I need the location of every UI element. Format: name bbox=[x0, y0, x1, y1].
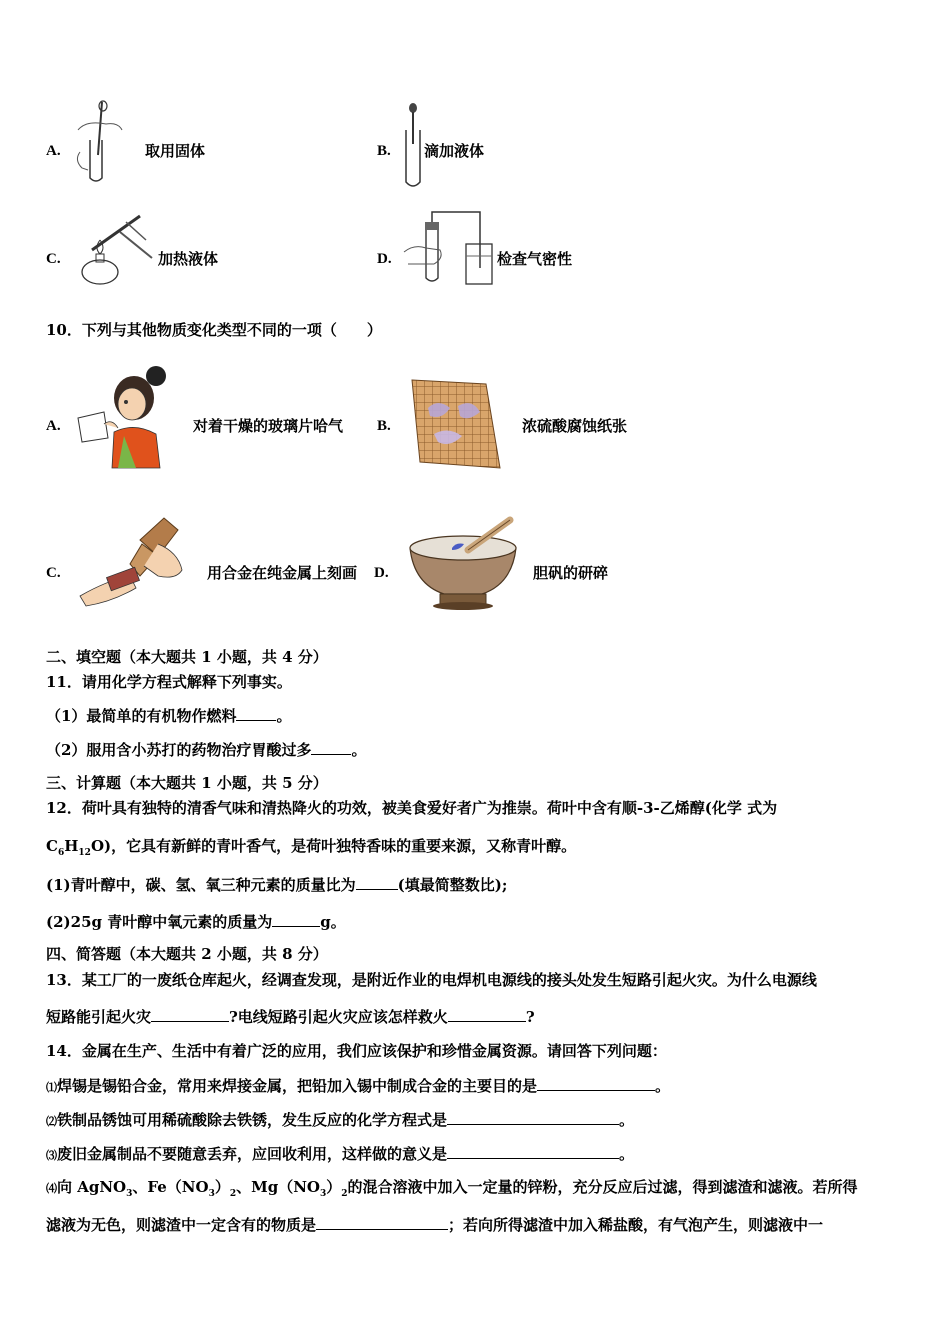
question-11-part-1 bbox=[46, 705, 291, 726]
formula-subscript: 6 bbox=[57, 848, 65, 858]
answer-blank[interactable] bbox=[316, 1214, 448, 1230]
question-text-end: 。 bbox=[619, 1145, 635, 1163]
answer-blank[interactable] bbox=[356, 874, 398, 890]
question-14-part-4-line-2 bbox=[46, 1214, 823, 1235]
question-14-stem: 14．金属在生产、生活中有着广泛的应用，我们应该保护和珍惜金属资源。请回答下列问题： bbox=[46, 1042, 667, 1060]
formula-subscript: 3 bbox=[319, 1189, 327, 1199]
question-text: （1）最简单的有机物作燃料 bbox=[46, 707, 237, 725]
question-12-part-1 bbox=[46, 874, 507, 895]
answer-blank[interactable] bbox=[448, 1006, 526, 1022]
question-11-stem: 11．请用化学方程式解释下列事实。 bbox=[46, 673, 292, 691]
question-14-part-1 bbox=[46, 1075, 670, 1098]
formula-part: O) bbox=[90, 837, 112, 855]
formula-subscript: 2 bbox=[341, 1189, 348, 1199]
part-number: ⑷ bbox=[46, 1182, 57, 1195]
option-letter: A. bbox=[46, 418, 61, 434]
question-11-part-2 bbox=[46, 739, 366, 760]
option-text: 检查气密性 bbox=[497, 250, 573, 268]
question-14-part-2 bbox=[46, 1109, 634, 1132]
question-text-end: 。 bbox=[619, 1111, 635, 1129]
question-14-part-4-line-1 bbox=[46, 1177, 858, 1204]
question-text: 的混合溶液中加入一定量的锌粉，充分反应后过滤，得到滤渣和滤液。若所得 bbox=[347, 1178, 858, 1196]
question-text-end: 。 bbox=[351, 741, 367, 759]
question-12-line-2 bbox=[46, 836, 576, 863]
formula-subscript: 3 bbox=[126, 1189, 133, 1199]
formula-part: 、Mg（NO bbox=[236, 1178, 320, 1196]
formula-subscript: 2 bbox=[229, 1189, 237, 1199]
formula-part: ） bbox=[214, 1178, 230, 1196]
formula-part: ） bbox=[326, 1178, 342, 1196]
question-text-end: (填最简整数比); bbox=[397, 876, 508, 894]
corroded-paper-icon bbox=[408, 378, 504, 470]
answer-blank[interactable] bbox=[447, 1109, 619, 1125]
option-text: 取用固体 bbox=[145, 142, 206, 160]
question-text: 废旧金属制品不要随意丢弃，应回收利用，这样做的意义是 bbox=[57, 1145, 448, 1163]
mortar-pestle-icon bbox=[404, 514, 522, 610]
section-3-title: 三、计算题（本大题共 1 小题，共 5 分） bbox=[46, 774, 328, 792]
part-number: ⑶ bbox=[46, 1149, 57, 1162]
formula-part: C bbox=[46, 837, 58, 855]
question-text: (2)25g 青叶醇中氧元素的质量为 bbox=[46, 913, 273, 931]
airtightness-check-icon bbox=[404, 208, 496, 288]
option-text: 浓硫酸腐蚀纸张 bbox=[522, 417, 628, 435]
formula-subscript: 12 bbox=[78, 848, 91, 858]
question-text-end: 。 bbox=[276, 707, 292, 725]
option-letter: C. bbox=[46, 565, 61, 581]
question-text: 焊锡是锡铅合金，常用来焊接金属，把铅加入锡中制成合金的主要目的是 bbox=[57, 1077, 538, 1095]
answer-blank[interactable] bbox=[151, 1006, 229, 1022]
formula-subscript: 3 bbox=[208, 1189, 215, 1199]
option-letter: A. bbox=[46, 143, 61, 159]
section-2-title: 二、填空题（本大题共 1 小题，共 4 分） bbox=[46, 648, 328, 666]
formula-part: 向 AgNO bbox=[57, 1178, 127, 1196]
question-text-end: ? bbox=[525, 1008, 535, 1026]
question-text: 铁制品锈蚀可用稀硫酸除去铁锈，发生反应的化学方程式是 bbox=[57, 1111, 448, 1129]
answer-blank[interactable] bbox=[447, 1143, 619, 1159]
girl-breathing-on-glass-icon bbox=[74, 358, 174, 470]
option-text: 胆矾的研碎 bbox=[533, 564, 609, 582]
question-text: ，它具有新鲜的青叶香气，是荷叶独特香味的重要来源，又称青叶醇。 bbox=[111, 837, 577, 855]
question-text: (1)青叶醇中，碳、氢、氧三种元素的质量比为 bbox=[46, 876, 356, 894]
question-12-part-2 bbox=[46, 911, 346, 932]
question-text: ?电线短路引起火灾应该怎样救火 bbox=[229, 1008, 448, 1026]
question-10-stem: 10．下列与其他物质变化类型不同的一项（ ） bbox=[46, 321, 382, 339]
answer-blank[interactable] bbox=[537, 1075, 655, 1091]
option-letter: D. bbox=[377, 251, 392, 267]
question-text: （2）服用含小苏打的药物治疗胃酸过多 bbox=[46, 741, 312, 759]
answer-blank[interactable] bbox=[311, 739, 351, 755]
question-12-line-1: 12．荷叶具有独特的清香气味和清热降火的功效，被美食爱好者广为推崇。荷叶中含有顺-3-乙烯醇(化学 式为 bbox=[46, 799, 778, 817]
alcohol-lamp-heating-icon bbox=[70, 210, 160, 290]
test-tube-spatula-icon bbox=[72, 100, 132, 185]
scratching-metal-icon bbox=[78, 516, 186, 608]
formula-part: 、Fe（NO bbox=[132, 1178, 209, 1196]
question-text: 短路能引起火灾 bbox=[46, 1008, 152, 1026]
option-letter: B. bbox=[377, 418, 391, 434]
question-text: ；若向所得滤渣中加入稀盐酸，有气泡产生，则滤液中一 bbox=[448, 1216, 824, 1234]
option-text: 用合金在纯金属上刻画 bbox=[207, 564, 358, 582]
option-text: 加热液体 bbox=[158, 250, 219, 268]
answer-blank[interactable] bbox=[272, 911, 320, 927]
option-letter: D. bbox=[374, 565, 389, 581]
formula-part: H bbox=[64, 837, 79, 855]
option-text: 对着干燥的玻璃片哈气 bbox=[193, 417, 344, 435]
question-text-end: 。 bbox=[655, 1077, 671, 1095]
question-13-line-1: 13．某工厂的一废纸仓库起火，经调查发现，是附近作业的电焊机电源线的接头处发生短路引起火灾。为什么电源线 bbox=[46, 971, 817, 989]
section-4-title: 四、简答题（本大题共 2 小题，共 8 分） bbox=[46, 945, 328, 963]
answer-blank[interactable] bbox=[236, 705, 276, 721]
part-number: ⑵ bbox=[46, 1115, 57, 1128]
option-letter: C. bbox=[46, 251, 61, 267]
part-number: ⑴ bbox=[46, 1081, 57, 1094]
question-text: 滤液为无色，则滤渣中一定含有的物质是 bbox=[46, 1216, 317, 1234]
question-text-end: g。 bbox=[320, 913, 346, 931]
option-text: 滴加液体 bbox=[424, 142, 485, 160]
question-14-part-3 bbox=[46, 1143, 634, 1166]
option-letter: B. bbox=[377, 143, 391, 159]
question-13-line-2 bbox=[46, 1006, 535, 1027]
